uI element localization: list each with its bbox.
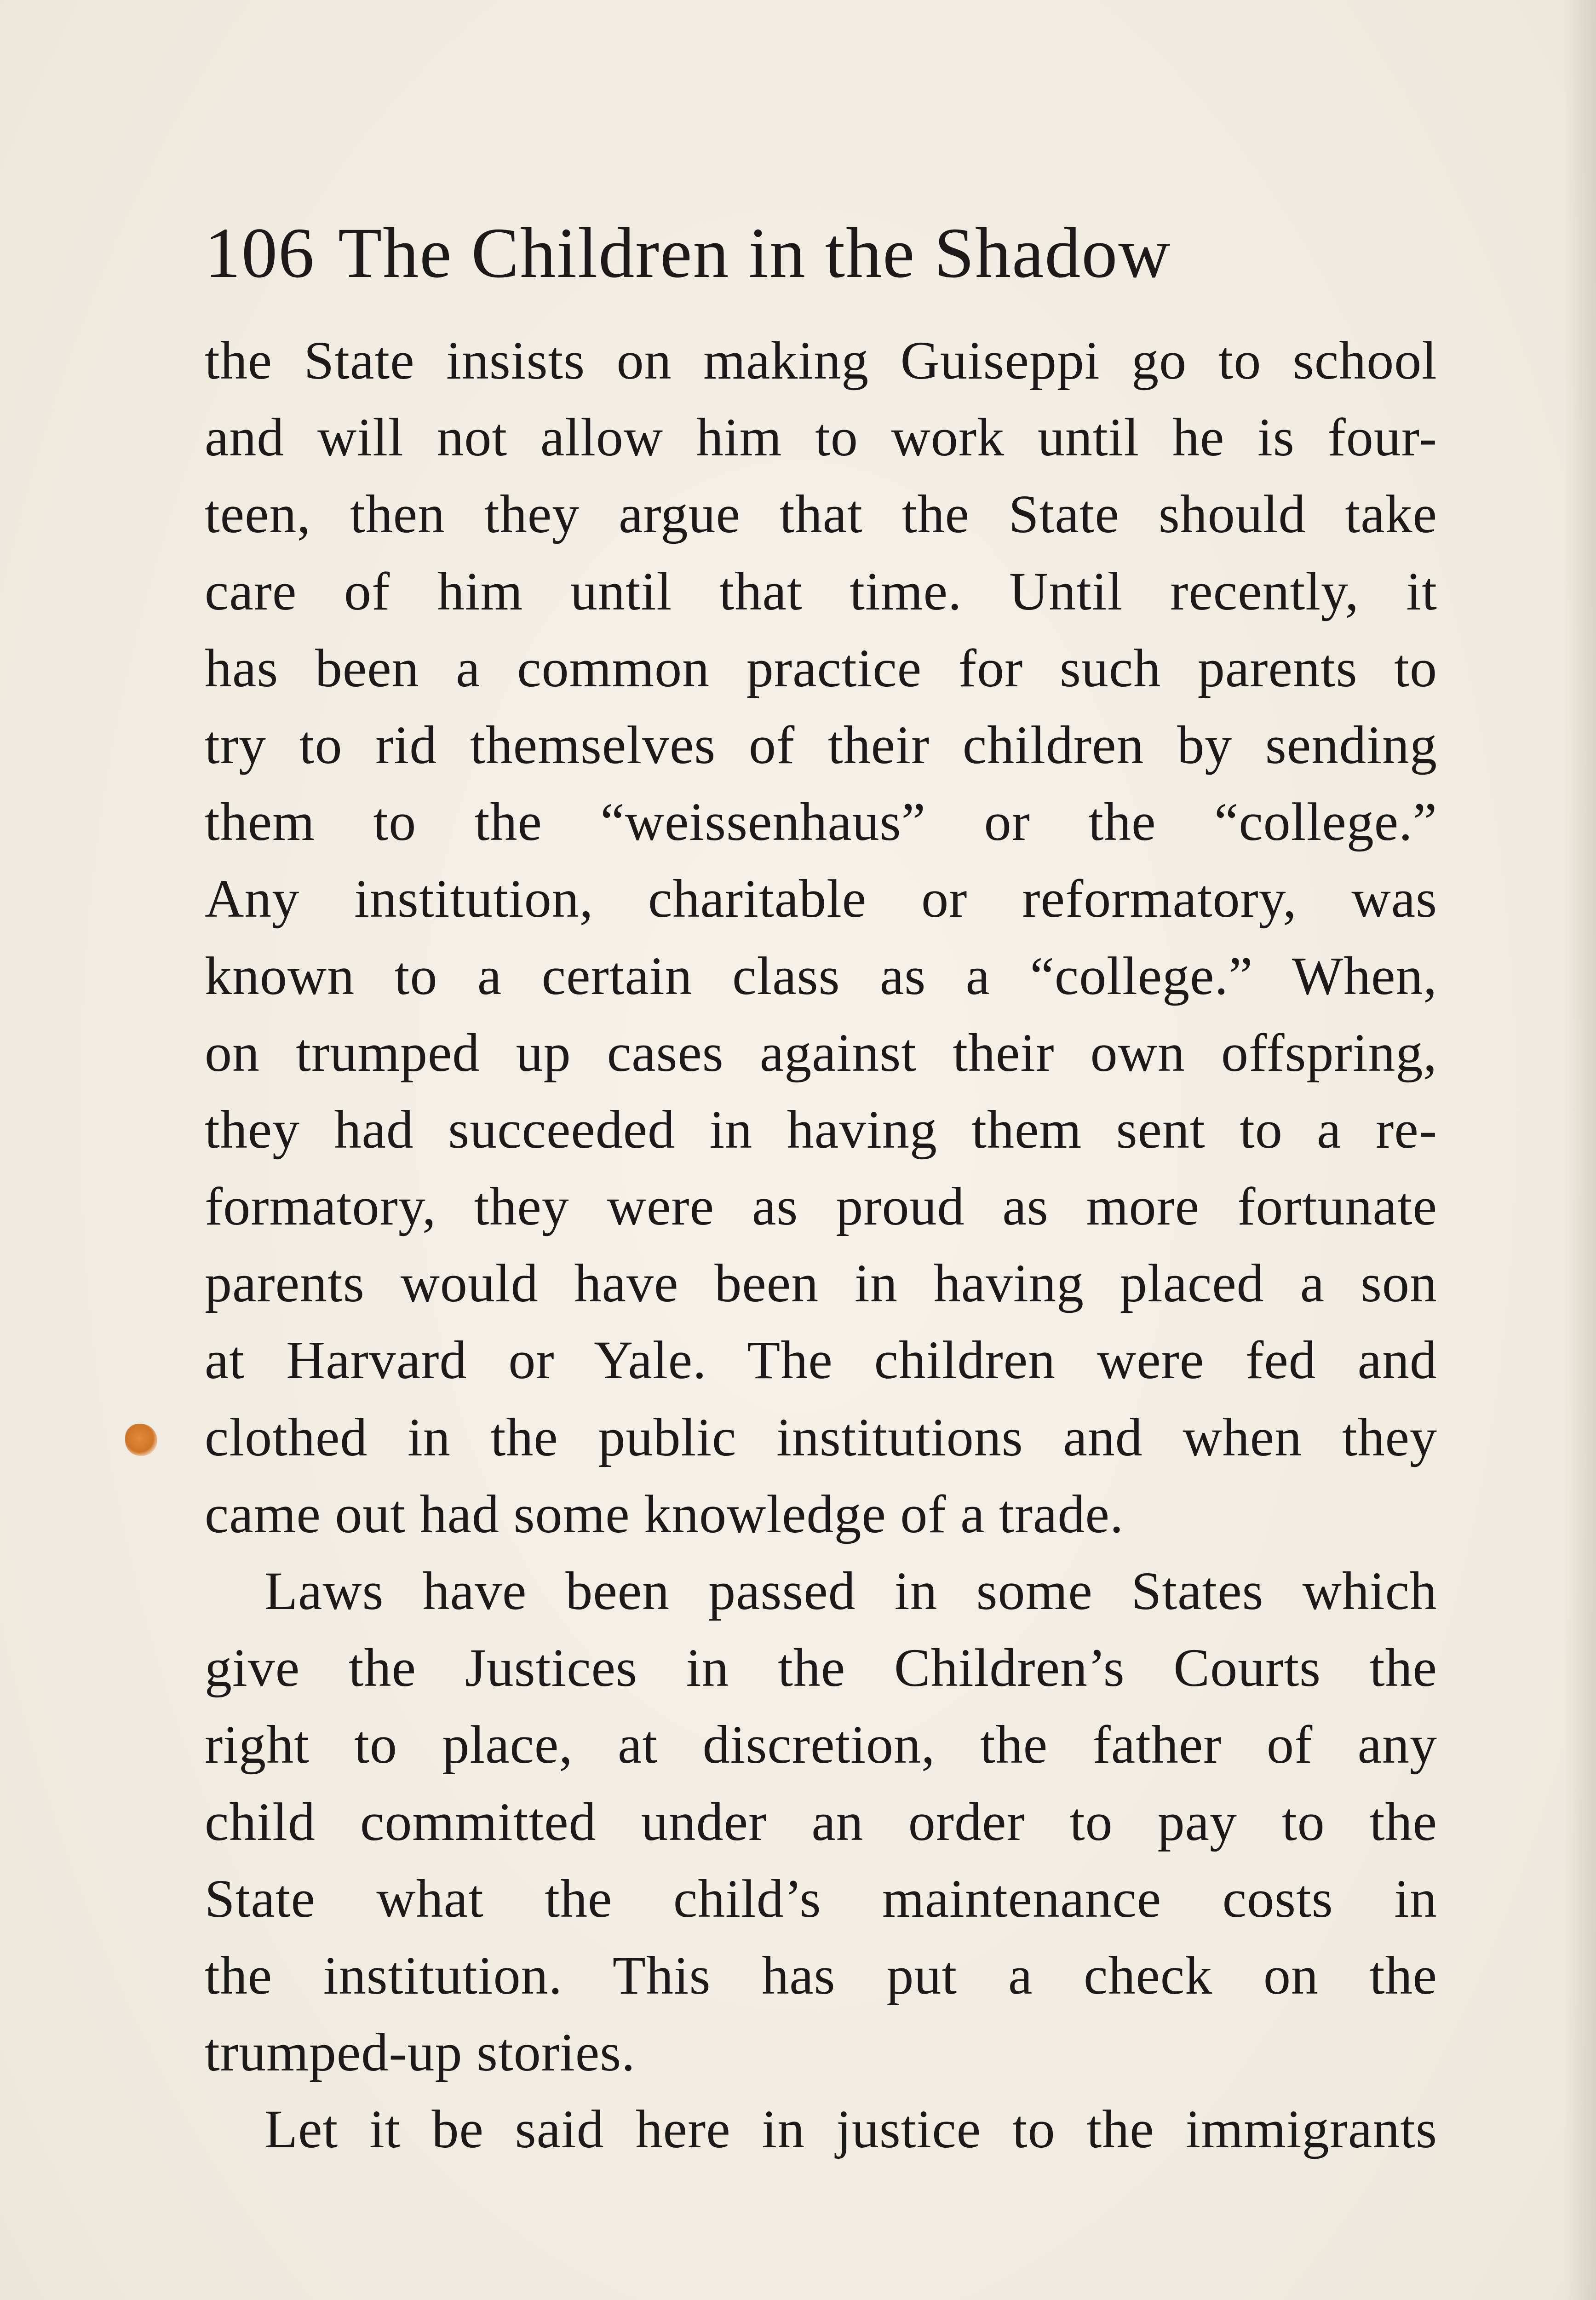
text-line: care of him until that time. Until recently, it: [205, 561, 1437, 621]
text-line: on trumped up cases against their own offspring,: [205, 1022, 1437, 1083]
page-edge-shadow: [1564, 0, 1596, 2300]
running-title: The Children in the Shadow: [338, 213, 1171, 293]
text-line: give the Justices in the Children’s Courts the: [205, 1638, 1437, 1698]
paragraph-end-line: trumped-up stories.: [205, 2022, 636, 2083]
text-line: known to a certain class as a “college.” When,: [205, 945, 1437, 1006]
text-line: try to rid themselves of their children by sending: [205, 714, 1437, 775]
text-line: them to the “weissenhaus” or the “college.”: [205, 792, 1437, 852]
body-text: [205, 322, 1437, 2168]
text-line: has been a common practice for such parents to: [205, 638, 1437, 698]
text-line: the institution. This has put a check on the: [205, 1945, 1437, 2006]
text-line: clothed in the public institutions and when they: [205, 1407, 1437, 1467]
page-number: 106: [205, 213, 315, 293]
paragraph-start-line: Let it be said here in justice to the immigrants: [264, 2099, 1437, 2160]
text-line: teen, then they argue that the State should take: [205, 484, 1437, 545]
paragraph-end-line: came out had some knowledge of a trade.: [205, 1484, 1124, 1544]
text-line: right to place, at discretion, the father of any: [205, 1714, 1437, 1775]
text-line: at Harvard or Yale. The children were fed and: [205, 1330, 1437, 1391]
paragraph-start-line: Laws have been passed in some States which: [264, 1561, 1437, 1621]
text-line: Any institution, charitable or reformatory, was: [205, 868, 1437, 929]
text-line: the State insists on making Guiseppi go to school: [205, 330, 1437, 391]
text-line: child committed under an order to pay to the: [205, 1791, 1437, 1852]
running-header: [205, 209, 1447, 297]
paper-stain: [125, 1424, 157, 1456]
text-line: parents would have been in having placed a son: [205, 1253, 1437, 1314]
text-line: State what the child’s maintenance costs in: [205, 1868, 1437, 1929]
text-line: they had succeeded in having them sent to a re-: [205, 1099, 1437, 1160]
text-line: and will not allow him to work until he is four-: [205, 407, 1437, 468]
text-line: formatory, they were as proud as more fortunate: [205, 1176, 1437, 1237]
